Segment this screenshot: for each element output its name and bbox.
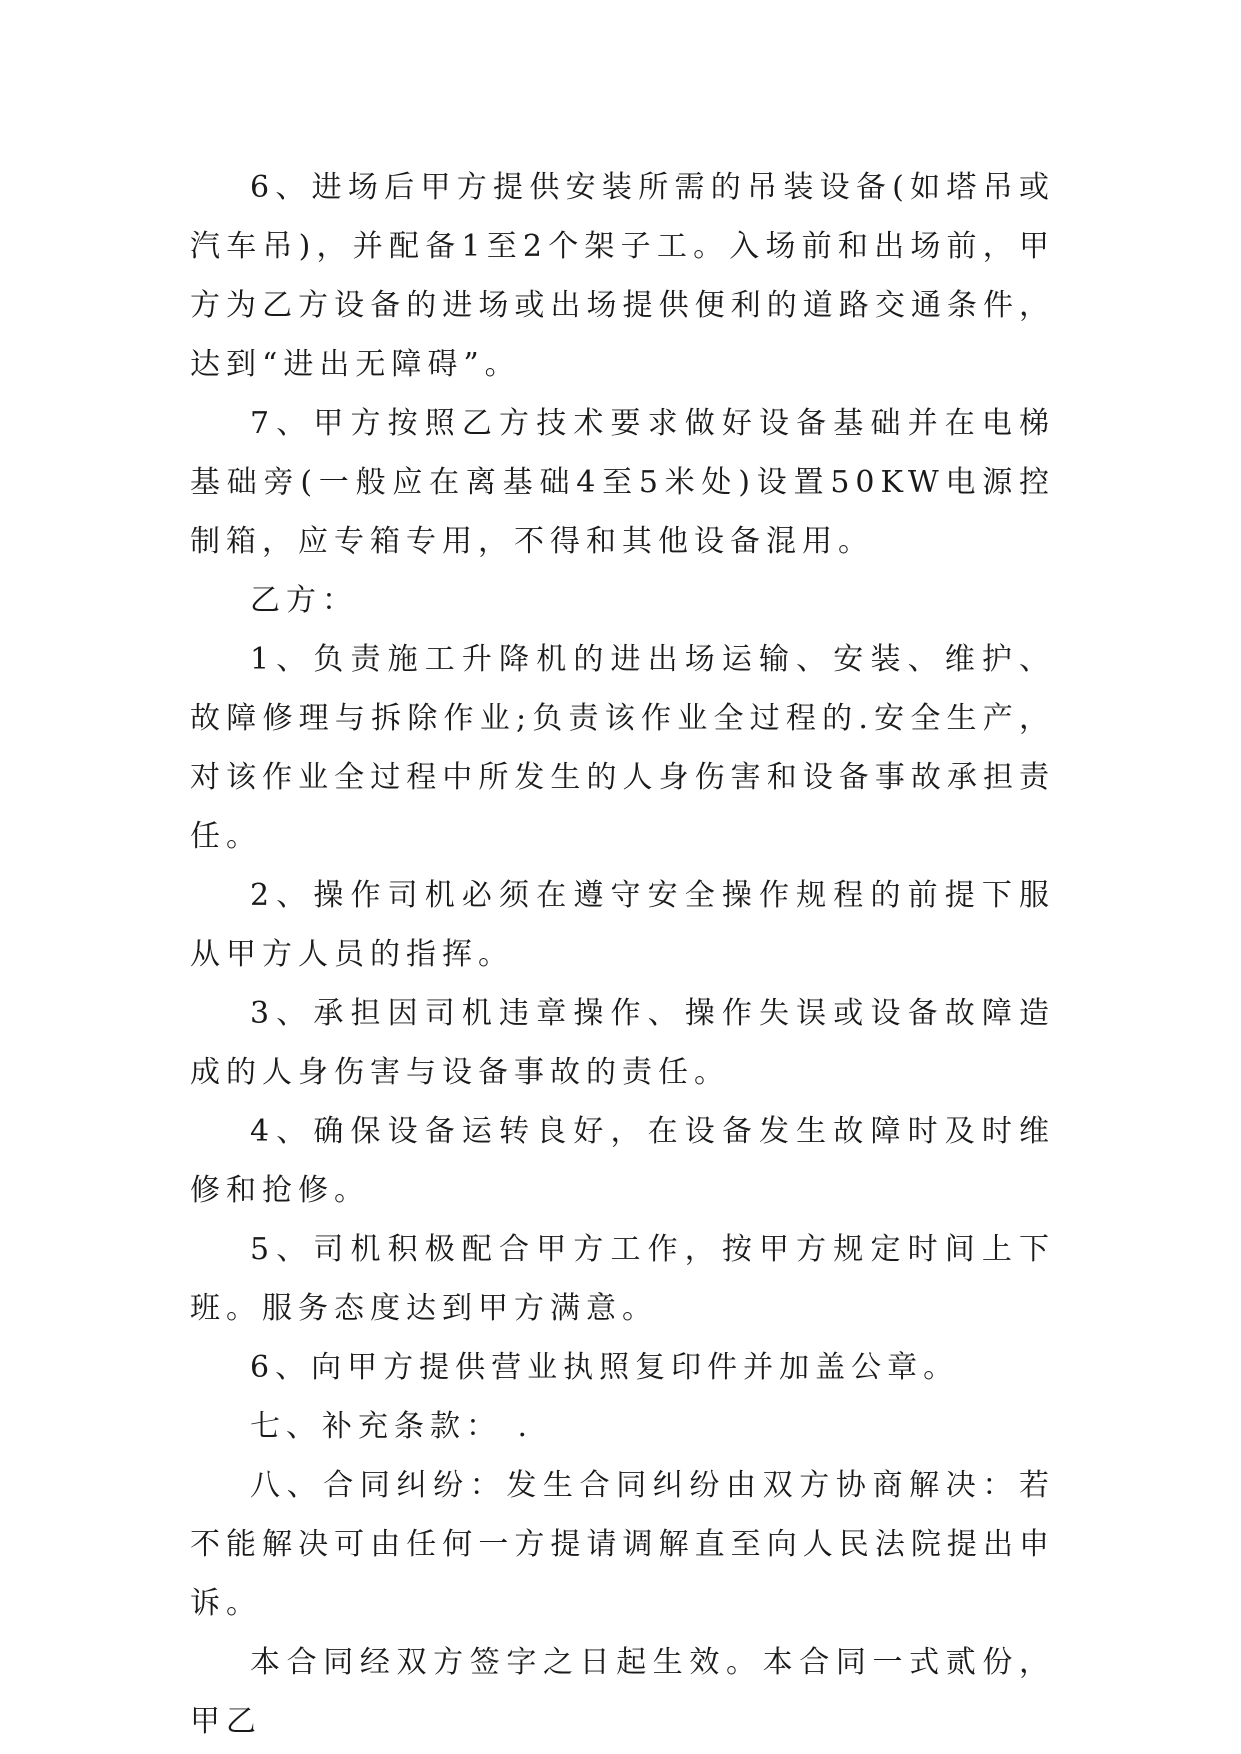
- paragraph-party-b-clause-3: 3、承担因司机违章操作、操作失误或设备故障造成的人身伤害与设备事故的责任。: [190, 996, 1055, 1090]
- paragraph-party-b-clause-1: 1、负责施工升降机的进出场运输、安装、维护、故障修理与拆除作业;负责该作业全过程的.安全生产，对该作业全过程中所发生的人身伤害和设备事故承担责任。: [190, 642, 1055, 854]
- paragraph-effective-clause: 本合同经双方签字之日起生效。本合同一式贰份，甲乙: [190, 1645, 1055, 1739]
- paragraph-party-a-clause-6: 6、进场后甲方提供安装所需的吊装设备(如塔吊或汽车吊)，并配备1至2个架子工。入场前和出场前，甲方为乙方设备的进场或出场提供便利的道路交通条件，达到“进出无障碍”。: [190, 170, 1055, 382]
- paragraph-party-b-clause-4: 4、确保设备运转良好，在设备发生故障时及时维修和抢修。: [190, 1114, 1055, 1208]
- document-body: [190, 158, 1055, 1751]
- paragraph-party-a-clause-7: 7、甲方按照乙方技术要求做好设备基础并在电梯基础旁(一般应在离基础4至5米处)设置50KW电源控制箱，应专箱专用，不得和其他设备混用。: [190, 406, 1055, 559]
- paragraph-party-b-clause-2: 2、操作司机必须在遵守安全操作规程的前提下服从甲方人员的指挥。: [190, 878, 1055, 972]
- paragraph-supplementary-terms: 七、补充条款： .: [250, 1409, 534, 1444]
- paragraph-party-b-clause-5: 5、司机积极配合甲方工作，按甲方规定时间上下班。服务态度达到甲方满意。: [190, 1232, 1055, 1326]
- paragraph-party-b-clause-6: 6、向甲方提供营业执照复印件并加盖公章。: [250, 1350, 960, 1385]
- paragraph-party-b-heading: 乙方：: [250, 583, 358, 618]
- paragraph-contract-disputes: 八、合同纠纷：发生合同纠纷由双方协商解决：若不能解决可由任何一方提请调解直至向人民法院提出申诉。: [190, 1468, 1055, 1621]
